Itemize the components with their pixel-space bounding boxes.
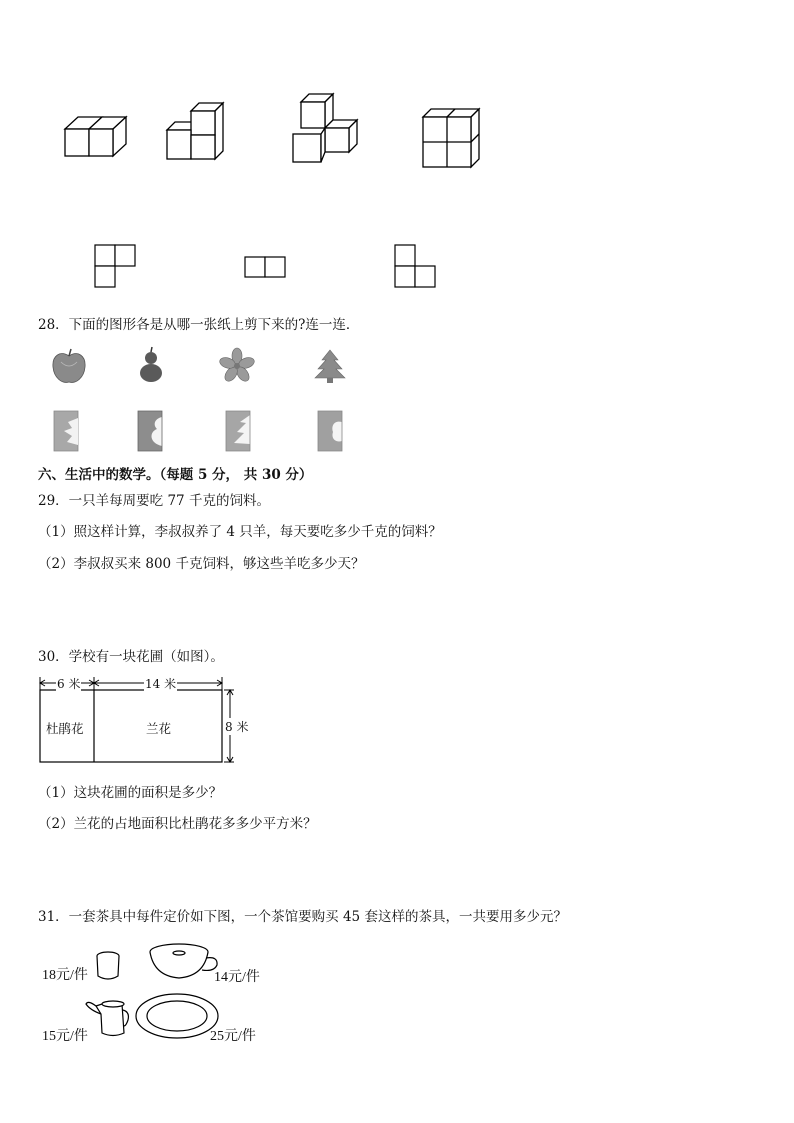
tea-set-figure xyxy=(38,934,278,1044)
cube-figure-1 xyxy=(60,112,130,162)
orchid-region-label: 兰花 xyxy=(146,721,172,736)
question-30-sub1: （1）这块花圃的面积是多少？ xyxy=(38,785,223,801)
question-31-stem: 31．一套茶具中每件定价如下图，一个茶馆要购买 45 套这样的茶具，一共要用多少元？ xyxy=(38,909,567,925)
section-6-title: 六、生活中的数学。（每题 5 分， 共 30 分） xyxy=(38,467,313,483)
height-label: 8 米 xyxy=(225,720,249,734)
bowl-price: 14元/件 xyxy=(214,970,260,985)
glass-icon xyxy=(97,952,119,979)
view-figure-3 xyxy=(394,244,436,288)
plate-icon xyxy=(136,994,218,1038)
paper-piece-apple-icon xyxy=(314,408,346,454)
paper-piece-leaf-icon xyxy=(50,408,82,454)
question-28: 28．下面的图形各是从哪一张纸上剪下来的?连一连． xyxy=(38,317,360,333)
gourd-cutout-icon xyxy=(134,346,168,386)
glass-price: 18元/件 xyxy=(42,968,88,983)
cube-figure-3 xyxy=(288,92,368,164)
question-30-sub2: （2）兰花的占地面积比杜鹃花多多少平方米？ xyxy=(38,816,317,832)
garden-figure xyxy=(38,674,258,770)
question-29-stem: 29．一只羊每周要吃 77 千克的饲料。 xyxy=(38,493,270,509)
plate-price: 25元/件 xyxy=(210,1029,256,1044)
pot-price: 15元/件 xyxy=(42,1029,88,1044)
pitcher-icon xyxy=(86,1001,128,1036)
left-width-label: 6 米 xyxy=(57,677,81,691)
question-30-stem: 30．学校有一块花圃（如图）。 xyxy=(38,649,224,665)
question-29-sub2: （2）李叔叔买来 800 千克饲料，够这些羊吃多少天？ xyxy=(38,556,365,572)
cube-figure-2 xyxy=(162,98,232,164)
view-figure-2 xyxy=(244,256,286,278)
right-width-label: 14 米 xyxy=(145,677,177,691)
cube-figure-4 xyxy=(418,104,488,170)
flower-cutout-icon xyxy=(218,348,256,384)
view-figure-1 xyxy=(94,244,136,288)
bowl-icon xyxy=(150,944,217,978)
paper-piece-tree-icon xyxy=(222,408,254,454)
apple-cutout-icon xyxy=(50,348,88,386)
paper-piece-gourd-icon xyxy=(134,408,166,454)
tree-cutout-icon xyxy=(312,348,348,384)
azalea-region-label: 杜鹃花 xyxy=(46,721,84,736)
question-29-sub1: （1）照这样计算，李叔叔养了 4 只羊，每天要吃多少千克的饲料？ xyxy=(38,524,442,540)
